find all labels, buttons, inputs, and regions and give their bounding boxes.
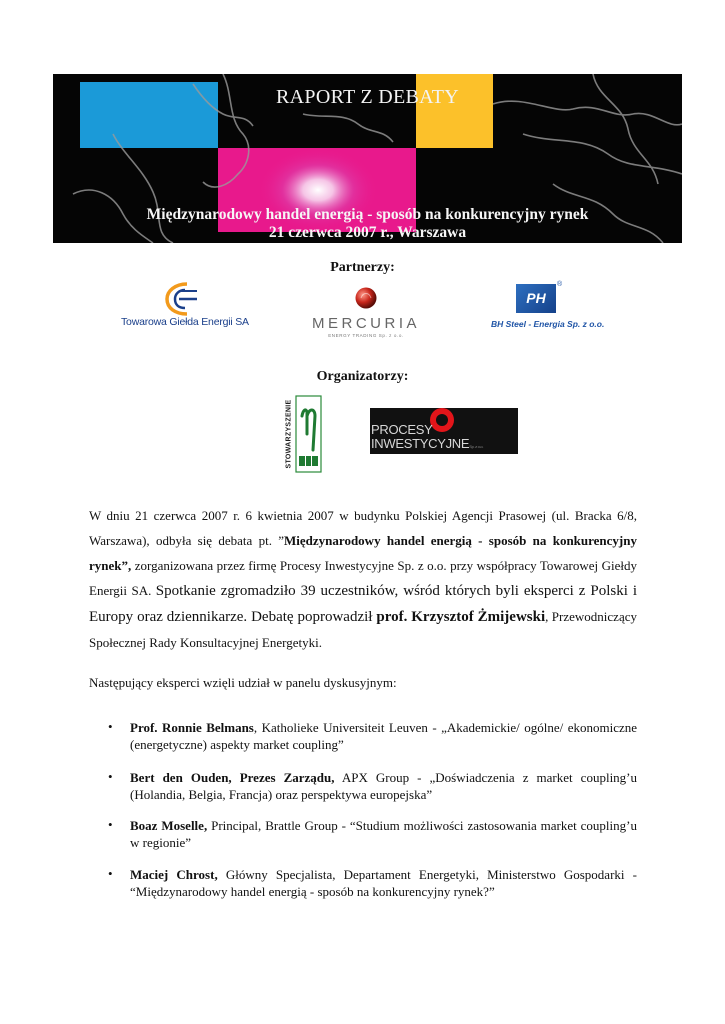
- tge-logo[interactable]: [121, 280, 251, 332]
- procesy-suffix: Sp. z o.o.: [469, 444, 484, 449]
- mercuria-name: MERCURIA: [311, 315, 420, 332]
- panelist-item: Prof. Ronnie Belmans, Katholieke Universiteit Leuven - „Akademickie/ ogólne/ ekonomiczne (energetyczne) aspekty market coupling”: [130, 720, 637, 752]
- panelist-item: Maciej Chrost, Główny Specjalista, Departament Energetyki, Ministerstwo Gospodarki - “Międzynarodowy handel energią - sposób na konkurencyjny rynek?”: [130, 867, 637, 899]
- tge-name: Towarowa Giełda Energii SA: [121, 316, 249, 328]
- panelist-name: Prof. Ronnie Belmans: [130, 720, 254, 735]
- panelist-item: Boaz Moselle, Principal, Brattle Group - “Studium możliwości zastosowania market coupling’u w regionie”: [130, 818, 637, 850]
- mercuria-subtitle: ENERGY TRADING Sp. z o.o.: [328, 333, 404, 338]
- procesy-line2: INWESTYCYJNESp. z o.o.: [371, 436, 484, 451]
- panelist-item: Bert den Ouden, Prezes Zarządu, APX Group - „Doświadczenia z market coupling’u (Holandia, Belgia, Francja) oraz perspektywa europejska”: [130, 770, 638, 802]
- panelist-name: Maciej Chrost,: [130, 867, 218, 882]
- moderator-name: prof. Krzysztof Żmijewski: [376, 609, 546, 625]
- bh-steel-logo[interactable]: [491, 281, 613, 334]
- organizers-heading: Organizatorzy:: [316, 369, 409, 384]
- bullet-1: •: [108, 719, 113, 734]
- mercuria-logo[interactable]: [310, 286, 422, 342]
- bh-logo-letters: PH: [526, 290, 546, 306]
- mercuria-sphere-icon: [354, 286, 378, 310]
- report-banner: [53, 74, 682, 243]
- red-ring-icon: [429, 408, 455, 433]
- registered-mark: ®: [557, 281, 563, 288]
- panelist-name: Bert den Ouden, Prezes Zarządu,: [130, 770, 335, 785]
- eta-logo-icon: [295, 394, 323, 474]
- debate-title: Międzynarodowy handel energią - sposób na konkurencyjny rynek: [146, 206, 589, 223]
- report-paragraph: W dniu 21 czerwca 2007 r. 6 kwietnia 2007 w budynku Polskiej Agencji Prasowej (ul. Bracka 6/8, Warszawa), odbyła się debata pt. ”Międzynarodowy handel energią - sposób na konkurencyjny rynek”, zorganizowana przez firmę Procesy Inwestycyjne Sp. z o.o. przy współpracy Towarowej Giełdy Energii SA. Spotkanie zgromadziło 39 uczestników, wśród których byli eksperci z Polski i Europy oraz dziennikarze. Debatę poprowadził prof. Krzysztof Żmijewski, Przewodniczący Społecznej Rady Konsultacyjnej Energetyki.: [89, 508, 637, 650]
- tge-e-logo-icon: [157, 280, 217, 316]
- bullet-3: •: [108, 817, 113, 832]
- eta-vertical-label: STOWARZYSZENIE: [285, 399, 293, 469]
- panelist-name: Boaz Moselle,: [130, 818, 208, 833]
- report-title: RAPORT Z DEBATY: [276, 86, 459, 108]
- bh-steel-name: BH Steel - Energia Sp. z o.o.: [491, 319, 605, 329]
- panel-intro: Następujący eksperci wzięli udział w panelu dyskusyjnym:: [89, 675, 397, 690]
- procesy-inwestycyjne-logo[interactable]: [370, 408, 518, 454]
- bullet-4: •: [108, 866, 113, 881]
- bullet-2: •: [108, 769, 113, 784]
- eta-logo[interactable]: [283, 394, 323, 474]
- debate-title-inline: Międzynarodowy handel energią - sposób na konkurencyjny rynek”,: [89, 533, 637, 573]
- debate-date-place: 21 czerwca 2007 r., Warszawa: [268, 224, 467, 241]
- partners-heading: Partnerzy:: [330, 260, 395, 275]
- procesy-line1: PROCESY: [371, 422, 433, 437]
